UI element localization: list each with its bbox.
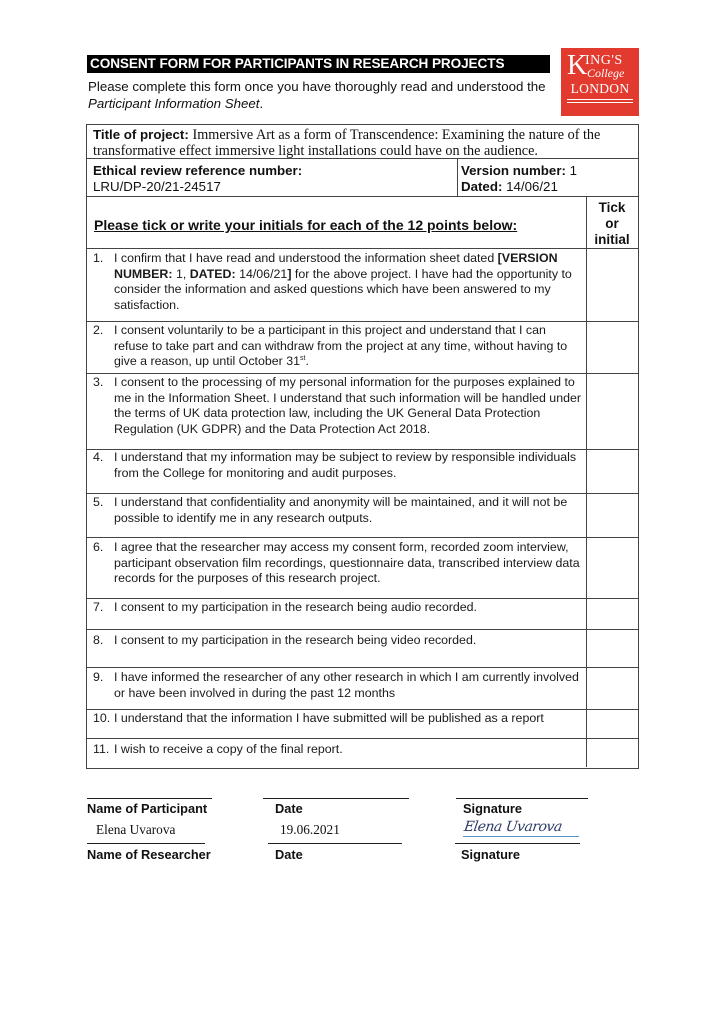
item-number: 6. xyxy=(93,540,104,554)
item-text-part: for the above project. I have had the opportunity to consider the information and asked questions which have been answered to my satisfaction. xyxy=(114,266,572,312)
consent-item xyxy=(93,375,581,437)
dated-label: Dated: xyxy=(461,179,503,194)
participant-signature-label: Signature xyxy=(463,801,523,816)
version-number xyxy=(461,163,577,179)
consent-item xyxy=(93,600,581,616)
divider xyxy=(87,493,638,494)
intro-prefix: Please complete this form once you have thoroughly read and understood the xyxy=(88,79,546,94)
form-title-banner: CONSENT FORM FOR PARTICIPANTS IN RESEARCH PROJECTS xyxy=(87,55,550,73)
tick-box[interactable] xyxy=(590,668,636,708)
participant-date-line xyxy=(263,798,409,799)
consent-item xyxy=(93,495,581,526)
divider xyxy=(87,629,638,630)
project-title-label: Title of project: xyxy=(93,127,189,142)
participant-date-value[interactable]: 19.06.2021 xyxy=(280,822,340,837)
item-superscript: st xyxy=(299,354,306,362)
tick-header-line: or xyxy=(605,216,619,231)
participant-name-value[interactable]: Elena Uvarova xyxy=(96,822,176,837)
kings-college-logo xyxy=(561,48,639,116)
item-number: 1. xyxy=(93,251,104,265)
instructions-heading: Please tick or write your initials for each of the 12 points below: xyxy=(94,217,518,233)
researcher-date-label: Date xyxy=(275,847,303,862)
tick-box[interactable] xyxy=(590,538,636,597)
item-text: I consent to my participation in the research being video recorded. xyxy=(114,633,477,647)
tick-box[interactable] xyxy=(590,710,636,737)
participant-name-line xyxy=(87,798,212,799)
participant-date-label: Date xyxy=(275,801,303,816)
item-number: 7. xyxy=(93,600,104,614)
researcher-name-line xyxy=(87,843,205,844)
divider xyxy=(87,248,638,249)
project-title xyxy=(93,127,633,159)
item-text: I wish to receive a copy of the final report. xyxy=(114,742,343,756)
researcher-date-line xyxy=(268,843,402,844)
logo-initial: K xyxy=(567,50,588,81)
consent-item xyxy=(93,450,581,481)
consent-item xyxy=(93,633,581,649)
intro-text xyxy=(88,78,548,112)
consent-item xyxy=(93,540,581,587)
item-text-part: 14/06/21 xyxy=(235,266,288,281)
tick-box[interactable] xyxy=(590,630,636,666)
logo-rule xyxy=(567,99,633,100)
tick-header-line: initial xyxy=(594,232,630,247)
item-text xyxy=(93,323,581,370)
tick-box[interactable] xyxy=(590,599,636,628)
item-text-bold: [VERSION NUMBER: xyxy=(114,251,558,281)
item-number: 5. xyxy=(93,495,104,509)
version-date xyxy=(461,179,558,195)
participant-name-label: Name of Participant xyxy=(87,801,208,816)
item-number: 10. xyxy=(93,711,111,725)
item-text: I consent to the processing of my personal information for the purposes explained to me in the Information Sheet. I understand that such information will be handled under the terms of UK data protection law, including the UK General Data Protection Regulation (UK GDPR) and the Data Protection Act 2018. xyxy=(114,375,581,436)
divider xyxy=(87,537,638,538)
divider xyxy=(87,738,638,739)
consent-item xyxy=(93,711,585,727)
consent-item xyxy=(93,742,581,758)
logo-line3: LONDON xyxy=(570,81,630,96)
consent-table xyxy=(86,124,639,769)
tick-box[interactable] xyxy=(590,739,636,767)
divider xyxy=(87,709,638,710)
item-number: 4. xyxy=(93,450,104,464)
item-text: I have informed the researcher of any other research in which I am currently involved or have been involved in during the past 12 months xyxy=(114,670,579,700)
participant-signature-line xyxy=(456,798,588,799)
divider xyxy=(87,158,638,159)
researcher-name-label: Name of Researcher xyxy=(87,847,211,862)
item-text: I understand that confidentiality and anonymity will be maintained, and it will not be possible to identify me in any research outputs. xyxy=(114,495,568,525)
item-text-bold: DATED: xyxy=(189,266,236,281)
item-text-part: I consent voluntarily to be a participant in this project and understand that I can refuse to take part and can withdraw from the project at any time, without having to give a reason, up until October 31 xyxy=(114,323,568,368)
tick-column-header xyxy=(586,200,638,248)
tick-header-line: Tick xyxy=(598,200,626,215)
tick-box[interactable] xyxy=(590,374,636,448)
item-text: I agree that the researcher may access my consent form, recorded zoom interview, participant observation film recordings, questionnaire data, transcribed interview data records for the purposes of this research project. xyxy=(114,540,580,585)
intro-suffix: . xyxy=(259,96,264,111)
divider xyxy=(457,158,458,196)
item-number: 3. xyxy=(93,375,104,389)
logo-rule xyxy=(567,102,633,103)
logo-line2: College xyxy=(587,66,625,80)
tick-box[interactable] xyxy=(590,322,636,372)
divider xyxy=(87,598,638,599)
researcher-signature-line xyxy=(455,843,580,844)
signature-underline xyxy=(463,836,579,837)
version-value: 1 xyxy=(569,163,578,178)
consent-item xyxy=(93,251,581,313)
divider xyxy=(87,667,638,668)
item-text xyxy=(93,251,581,313)
item-text: I understand that the information I have submitted will be published as a report xyxy=(114,711,544,725)
divider xyxy=(87,321,638,322)
consent-item xyxy=(93,670,581,701)
item-number: 11. xyxy=(93,742,110,756)
item-number: 9. xyxy=(93,670,104,684)
tick-box[interactable] xyxy=(590,494,636,536)
version-label: Version number: xyxy=(461,163,566,178)
ethics-value: LRU/DP-20/21-24517 xyxy=(93,179,221,194)
tick-column-divider xyxy=(586,196,587,767)
ethics-label: Ethical review reference number: xyxy=(93,163,303,178)
item-text-part: . xyxy=(305,354,309,368)
dated-value: 14/06/21 xyxy=(506,179,558,194)
tick-box[interactable] xyxy=(590,450,636,492)
item-number: 2. xyxy=(93,323,104,337)
item-text-bold: ] xyxy=(287,266,292,281)
divider xyxy=(87,196,638,197)
logo-line1: ING'S xyxy=(585,53,623,68)
tick-box[interactable] xyxy=(590,249,636,320)
divider xyxy=(87,373,638,374)
researcher-signature-label: Signature xyxy=(461,847,521,862)
intro-italic: Participant Information Sheet xyxy=(88,96,260,111)
item-text: I understand that my information may be subject to review by responsible individuals from the College for monitoring and audit purposes. xyxy=(114,450,577,480)
item-text-part: 1, xyxy=(172,266,190,281)
item-text: I consent to my participation in the research being audio recorded. xyxy=(114,600,477,614)
item-number: 8. xyxy=(93,633,104,647)
project-title-value: Immersive Art as a form of Transcendence: Examining the nature of the transformative effect immersive light installations could have on the audience. xyxy=(93,127,601,159)
item-text-part: I confirm that I have read and understood the information sheet dated xyxy=(114,251,498,265)
consent-item xyxy=(93,323,581,370)
participant-signature[interactable]: Elena Uvarova xyxy=(462,819,563,835)
